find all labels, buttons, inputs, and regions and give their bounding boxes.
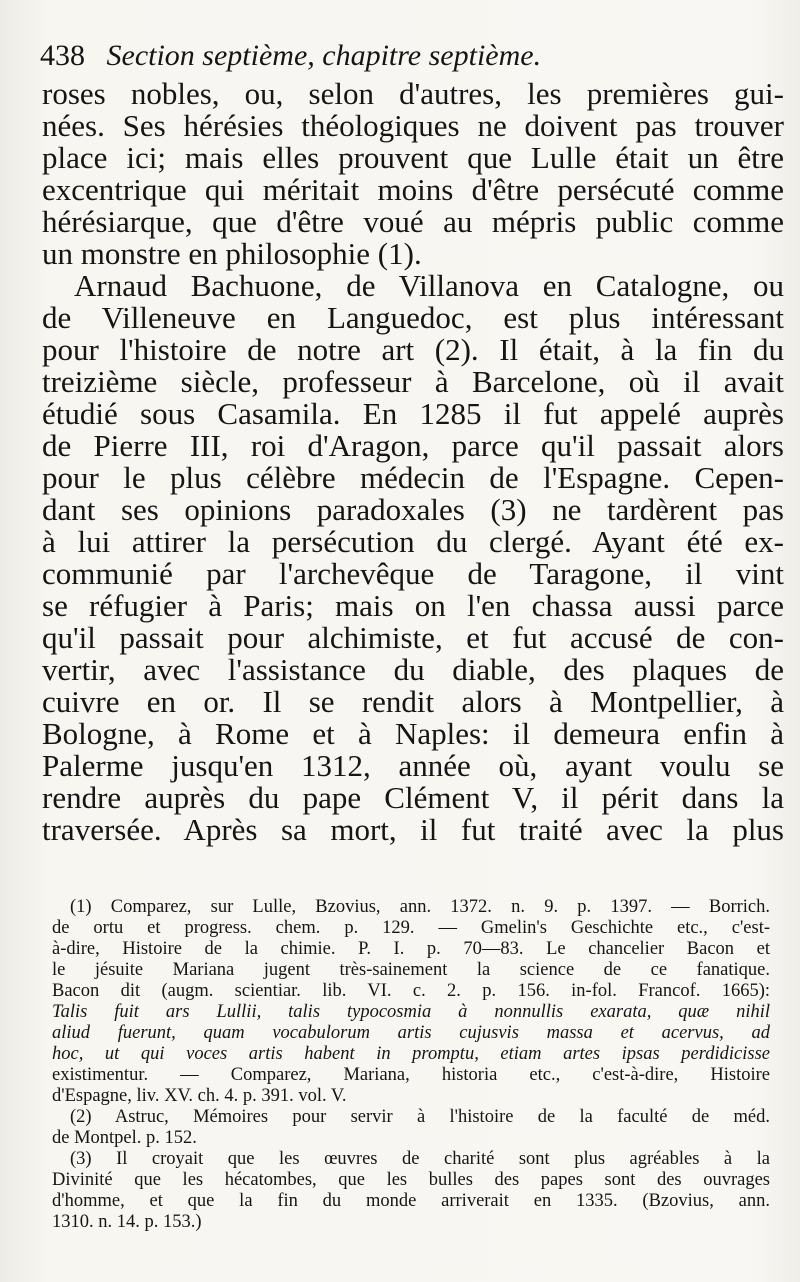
text-line: vertir, avec l'assistance du diable, des plaques de [42, 652, 784, 687]
footnote-line: Talis fuit ars Lullii, talis typocosmia à nonnullis exarata, quæ nihil [52, 1002, 770, 1022]
footnote-line: d'homme, et que la fin du monde arriverait en 1335. (Bzovius, ann. [52, 1191, 770, 1211]
text-line: de Pierre III, roi d'Aragon, parce qu'il passait alors [42, 428, 784, 463]
footnote-line: de ortu et progress. chem. p. 129. — Gmelin's Geschichte etc., c'est- [52, 918, 770, 938]
text-line: dant ses opinions paradoxales (3) ne tardèrent pas [42, 492, 784, 527]
footnote-line: le jésuite Mariana jugent très-sainement la science de ce fanatique. [52, 960, 770, 980]
footnote-line: Bacon dit (augm. scientiar. lib. VI. c. 2. p. 156. in-fol. Francof. 1665): [52, 981, 770, 1001]
footnote-line: (1) Comparez, sur Lulle, Bzovius, ann. 1372. n. 9. p. 1397. — Borrich. [70, 897, 770, 917]
text-line: à lui attirer la persécution du clergé. Ayant été ex- [42, 524, 784, 559]
text-line: un monstre en philosophie (1). [42, 236, 422, 271]
text-line: nées. Ses hérésies théologiques ne doivent pas trouver [42, 108, 784, 143]
main-text [42, 78, 784, 846]
text-line: étudié sous Casamila. En 1285 il fut appelé auprès [42, 396, 784, 431]
text-line: rendre auprès du pape Clément V, il périt dans la [42, 780, 784, 815]
running-title: Section septième, chapitre septième. [106, 39, 542, 72]
footnote-line: à-dire, Histoire de la chimie. P. I. p. 70—83. Le chancelier Bacon et [52, 939, 770, 959]
text-line: traversée. Après sa mort, il fut traité avec la plus [42, 812, 784, 847]
footnote-line: aliud fuerunt, quam vocabulorum artis cujusvis massa et acervus, ad [52, 1023, 770, 1043]
text-line: de Villeneuve en Languedoc, est plus intéressant [42, 300, 784, 335]
page-header [40, 36, 770, 76]
text-line: excentrique qui méritait moins d'être persécuté comme [42, 172, 784, 207]
footnote-line: (3) Il croyait que les œuvres de charité sont plus agréables à la [70, 1149, 770, 1169]
page-number: 438 [40, 39, 85, 72]
text-line: place ici; mais elles prouvent que Lulle était un être [42, 140, 784, 175]
text-line: Bologne, à Rome et à Naples: il demeura enfin à [42, 716, 784, 751]
text-line: se réfugier à Paris; mais on l'en chassa aussi parce [42, 588, 784, 623]
text-line: pour l'histoire de notre art (2). Il était, à la fin du [42, 332, 784, 367]
footnote-line: (2) Astruc, Mémoires pour servir à l'histoire de la faculté de méd. [70, 1107, 770, 1127]
text-line: communié par l'archevêque de Taragone, il vint [42, 556, 784, 591]
text-line: hérésiarque, que d'être voué au mépris public comme [42, 204, 784, 239]
text-line: cuivre en or. Il se rendit alors à Montpellier, à [42, 684, 784, 719]
footnote-line: Divinité que les hécatombes, que les bulles des papes sont des ouvrages [52, 1170, 770, 1190]
text-line: Arnaud Bachuone, de Villanova en Catalogne, ou [74, 268, 784, 303]
footnote-line: de Montpel. p. 152. [52, 1128, 197, 1148]
text-line: pour le plus célèbre médecin de l'Espagne. Cepen- [42, 460, 784, 495]
text-line: qu'il passait pour alchimiste, et fut accusé de con- [42, 620, 784, 655]
footnotes [52, 897, 770, 1233]
footnote-line: 1310. n. 14. p. 153.) [52, 1212, 202, 1232]
footnote-line: hoc, ut qui voces artis habent in promptu, etiam artes ipsas perdidicisse [52, 1044, 770, 1064]
footnote-line: existimentur. — Comparez, Mariana, historia etc., c'est-à-dire, Histoire [52, 1065, 770, 1085]
text-line: Palerme jusqu'en 1312, année où, ayant voulu se [42, 748, 784, 783]
text-line: roses nobles, ou, selon d'autres, les premières gui- [42, 76, 784, 111]
text-line: treizième siècle, professeur à Barcelone, où il avait [42, 364, 784, 399]
footnote-line: d'Espagne, liv. XV. ch. 4. p. 391. vol. V. [52, 1086, 347, 1106]
